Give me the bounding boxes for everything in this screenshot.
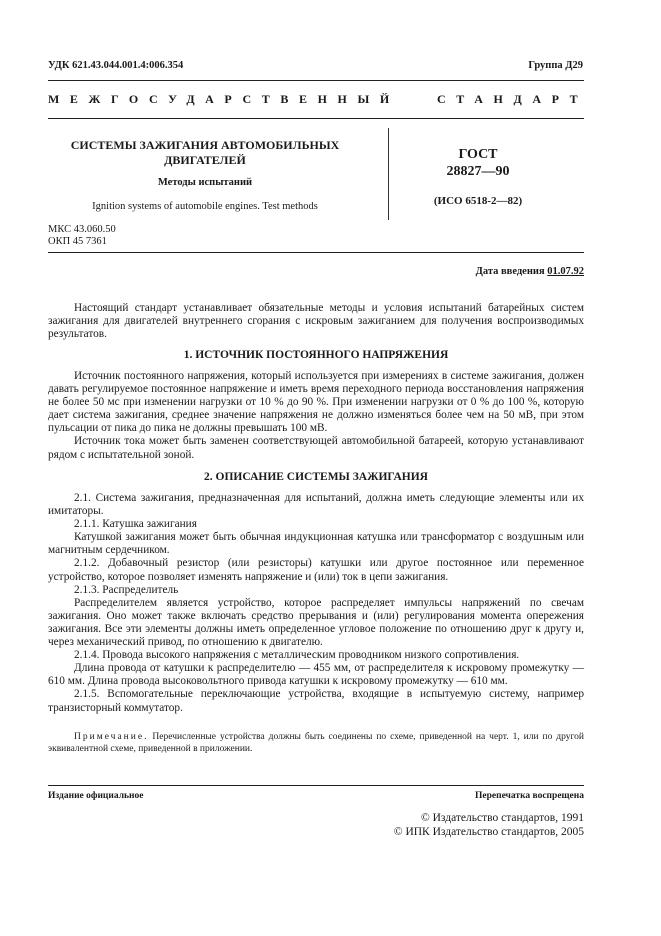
header-rule-bottom [48,118,584,119]
clause-2-1-4-title: 2.1.4. Провода высокого напряжения с металлическим проводником низкого сопротивления. [74,649,520,662]
gost-number: 28827—90 [446,164,510,179]
reprint-notice: Перепечатка воспрещена [474,791,584,801]
section-1-body [48,370,584,462]
copyright-block [394,811,584,839]
note-block [48,731,584,755]
section-2-heading: 2. ОПИСАНИЕ СИСТЕМЫ ЗАЖИГАНИЯ [204,471,428,483]
clause-2-1-1-text: Катушкой зажигания может быть обычная индукционная катушка или трансформатор с воздушным или магнитным сердечником. [48,531,584,557]
note-text: Перечисленные устройства должны быть соединены по схеме, приведенной на черт. 1, или по другой эквивалентной схеме, приведенной в приложении. [48,732,584,754]
okp-code: ОКП 45 7361 [48,236,107,247]
footer-rule [48,785,584,786]
title-divider [388,128,389,220]
classification-codes [48,224,116,248]
copyright-line-2: © ИПК Издательство стандартов, 2005 [393,826,584,838]
clause-2-1-3-title: 2.1.3. Распределитель [74,583,179,596]
header-rule-top [48,80,584,81]
standard-type-right: СТАНДАРТ [437,92,589,106]
intro-block [48,302,584,341]
group-code: Группа Д29 [528,60,583,71]
clause-2-1-1-title: 2.1.1. Катушка зажигания [74,518,197,531]
introduction-date-label: Дата введения [475,266,545,277]
document-subtitle: Методы испытаний [157,177,253,188]
clause-2-1-4-text: Длина провода от катушки к распределителю — 455 мм, от распределителя к искровому промежутку — 610 мм. Длина провода высоковольтного привода катушки к искровому промежутку — 610 мм. [48,662,584,688]
english-title: Ignition systems of automobile engines. Test methods [92,201,318,212]
clause-2-1: 2.1. Система зажигания, предназначенная для испытаний, должна иметь следующие элементы или их имитаторы. [48,492,584,518]
standard-type-left: МЕЖГОСУДАРСТВЕННЫЙ [48,92,400,106]
title-block-rule [48,252,584,253]
title-line-2: ДВИГАТЕЛЕЙ [164,153,246,167]
section-1-heading: 1. ИСТОЧНИК ПОСТОЯННОГО НАПРЯЖЕНИЯ [183,349,449,361]
gost-label: ГОСТ [458,147,498,162]
clause-2-1-5: 2.1.5. Вспомогательные переключающие устройства, входящие в испытуемую систему, например транзисторный коммутатор. [48,688,584,714]
clause-2-1-3-text: Распределителем является устройство, которое распределяет импульсы напряжений по свечам зажигания. Оно может также включать средство прерывания и (или) регулирования момента опережения зажигания. Все эти элементы должны иметь определенное угловое положение по отношению друг к другу и, через механический привод, по отношению к двигателю. [48,596,584,649]
udk-code: УДК 621.43.044.001.4:006.354 [48,60,184,71]
section-1-paragraph-2: Источник тока может быть заменен соответствующей автомобильной батареей, которую устанавливают рядом с испытательной зоной. [48,435,584,461]
introduction-date-value: 01.07.92 [547,266,584,277]
official-edition: Издание официальное [48,791,144,801]
document-title [60,138,350,168]
clause-2-1-2: 2.1.2. Добавочный резистор (или резисторы) катушки или другое постоянное или переменное устройство, которое позволяет изменять напряжение и (или) ток в цепи зажигания. [48,557,584,583]
iso-reference: (ИСО 6518-2—82) [433,195,523,207]
mks-code: МКС 43.060.50 [48,224,116,235]
intro-paragraph: Настоящий стандарт устанавливает обязательные методы и условия испытаний батарейных систем зажигания для двигателей внутреннего сгорания с искровым зажиганием для получения воспроизводимых результатов. [48,302,584,341]
section-1-paragraph-1: Источник постоянного напряжения, который используется при измерениях в системе зажигания, должен давать регулируемое постоянное напряжение и иметь время переходного периода восстановления напряжения не более 50 мс при изменении нагрузки от 10 % до 90 %. При изменении нагрузки от 0 % до 100 %, которую дает система зажигания, среднее значение напряжения не должно изменяться более чем на 50 мВ, при этом пульсации от пика до пика не должны превышать 100 мВ. [48,370,584,435]
note-label: Примечание. [74,732,149,742]
section-2-body [48,492,584,715]
title-line-1: СИСТЕМЫ ЗАЖИГАНИЯ АВТОМОБИЛЬНЫХ [70,138,340,152]
introduction-date [476,266,584,277]
copyright-line-1: © Издательство стандартов, 1991 [420,812,584,824]
